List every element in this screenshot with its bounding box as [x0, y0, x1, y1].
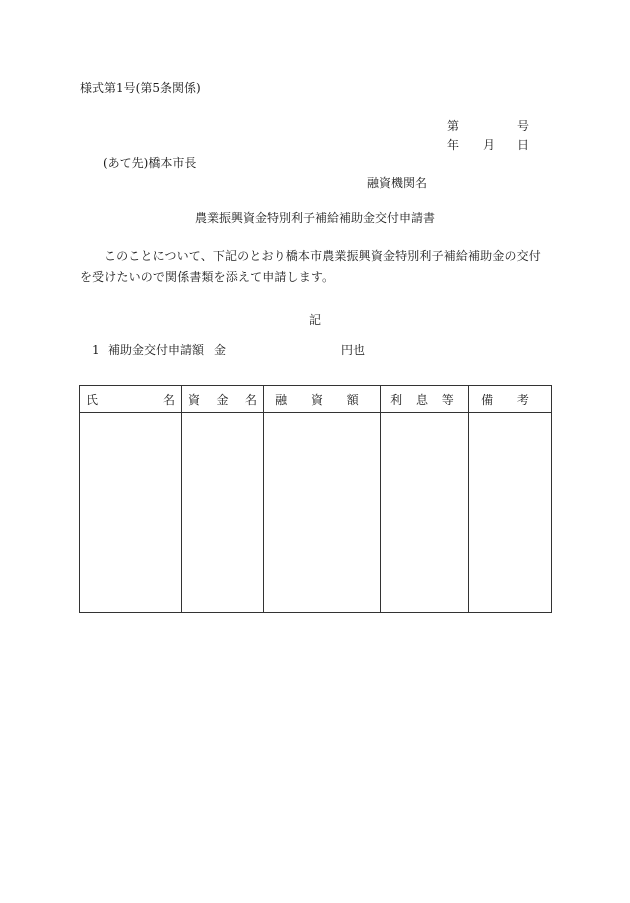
form-number: 様式第1号(第5条関係) [80, 81, 201, 95]
application-body-text: このことについて、下記のとおり橋本市農業振興資金特別利子補給補助金の交付を受けたいので関係書類を添えて申請します。 [80, 249, 541, 284]
header-fund-name [182, 386, 264, 413]
cell-loan-amount[interactable] [264, 413, 381, 613]
header-interest: 利 息 等 [381, 386, 469, 413]
document-number-prefix: 第 [447, 119, 460, 133]
cell-remarks[interactable] [469, 413, 552, 613]
financial-institution-label: 融資機関名 [367, 176, 428, 190]
header-loan-amount: 融 資 額 [264, 386, 381, 413]
document-title: 農業振興資金特別利子補給補助金交付申請書 [194, 211, 435, 225]
header-fund-char-2: 金 [216, 392, 229, 407]
ki-heading: 記 [308, 313, 321, 327]
amount-prefix: 金 [214, 343, 227, 357]
date-year-label: 年 [447, 138, 460, 152]
header-name-char-1: 氏 [86, 392, 99, 407]
detail-table [79, 385, 552, 613]
item-number: 1 [92, 343, 100, 357]
header-name-char-2: 名 [162, 392, 175, 407]
header-name [80, 386, 182, 413]
header-fund-char-1: 資 [188, 392, 201, 407]
table-row [80, 413, 552, 613]
cell-fund-name[interactable] [182, 413, 264, 613]
cell-interest[interactable] [381, 413, 469, 613]
header-fund-char-3: 名 [244, 392, 257, 407]
date-month-label: 月 [483, 138, 496, 152]
addressee: (あて先)橋本市長 [103, 156, 197, 170]
header-remarks: 備 考 [469, 386, 552, 413]
date-day-label: 日 [517, 138, 530, 152]
subsidy-amount-label: 補助金交付申請額 [108, 343, 205, 357]
amount-suffix: 円也 [341, 343, 366, 357]
cell-name[interactable] [80, 413, 182, 613]
document-number-suffix: 号 [517, 119, 530, 133]
table-header-row [80, 386, 552, 413]
